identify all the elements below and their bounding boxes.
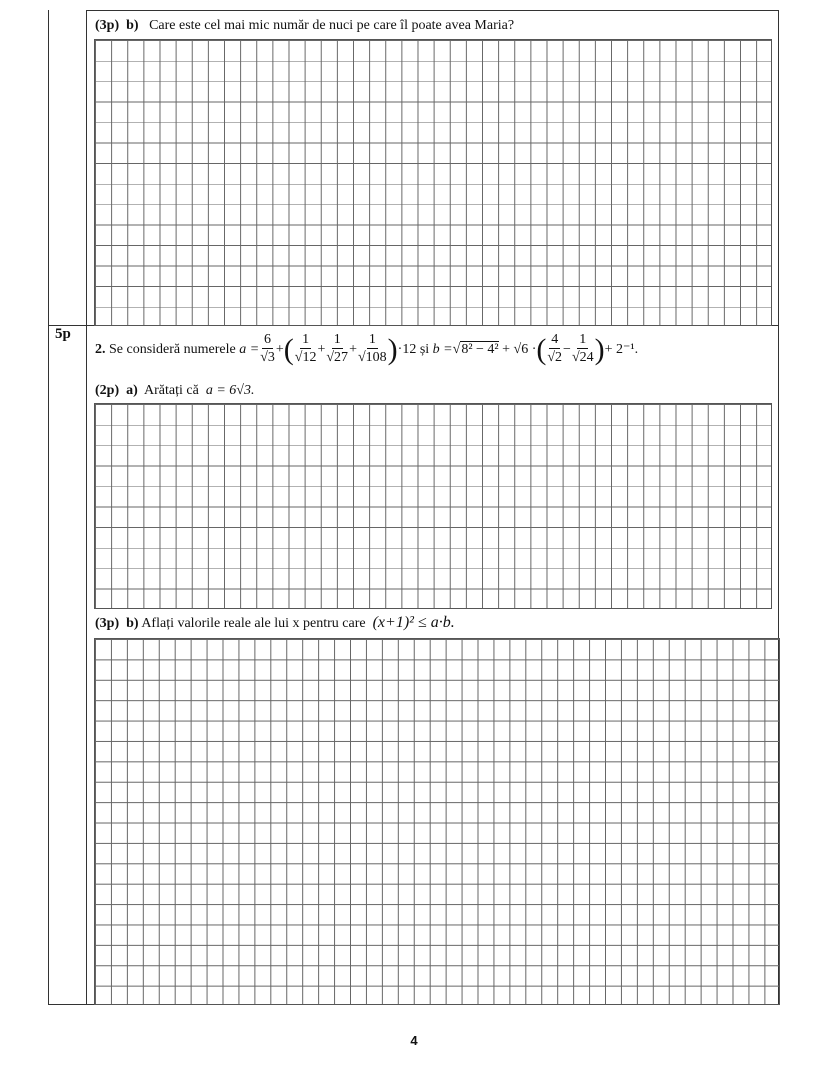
left-paren: ( [283, 332, 294, 366]
denominator: √27 [326, 350, 349, 365]
fraction [547, 332, 562, 367]
question-2b [95, 614, 455, 632]
question-text: Care este cel mai mic număr de nuci pe care îl poate avea Maria? [149, 18, 515, 33]
question-text: Arătați că [144, 383, 199, 398]
answer-grid-2b[interactable] [94, 638, 780, 1005]
problem-intro: Se consideră numerele [109, 341, 236, 357]
points-label: (2p) [95, 383, 120, 398]
a-lhs: a = [239, 341, 260, 357]
numerator: 1 [579, 332, 587, 347]
radicand: 8² − 4² [461, 342, 499, 357]
score-label: 5p [55, 326, 71, 342]
question-math: a = 6√3. [205, 383, 255, 398]
fraction [295, 332, 317, 367]
denominator: √2 [547, 350, 563, 365]
denominator: √12 [294, 350, 317, 365]
table-top-border [86, 10, 779, 11]
sqrt-sign: √ [452, 341, 461, 357]
multiplier: ·12 [397, 341, 417, 357]
points-label: (3p) [95, 616, 120, 631]
numerator: 6 [264, 332, 272, 347]
numerator: 1 [368, 332, 376, 347]
plus: + [275, 341, 284, 357]
left-paren: ( [536, 332, 547, 366]
problem-2-statement [95, 332, 638, 367]
denominator: √3 [260, 350, 275, 365]
b-lhs: b = [432, 341, 453, 357]
numerator: 4 [551, 332, 559, 347]
denominator: √108 [357, 350, 387, 365]
tail-term: + 2⁻¹. [604, 342, 639, 357]
problem-number: 2. [95, 341, 106, 357]
fraction [326, 332, 348, 367]
part-label: b) [126, 18, 139, 33]
fraction [260, 332, 275, 367]
question-2a [95, 383, 254, 399]
score-column-divider [86, 10, 87, 1005]
sqrt6-term: + √6 · [502, 341, 537, 357]
numerator: 1 [302, 332, 310, 347]
page-number: 4 [410, 1033, 418, 1048]
question-1b [95, 18, 514, 34]
fraction [358, 332, 387, 367]
part-label: a) [126, 383, 138, 398]
fraction [572, 332, 594, 367]
minus: − [563, 341, 571, 357]
denominator: √24 [571, 350, 594, 365]
right-paren: ) [594, 332, 605, 366]
plus: + [317, 341, 326, 357]
answer-grid-1b[interactable] [94, 39, 772, 326]
part-label: b) [126, 616, 139, 631]
points-label: (3p) [95, 18, 120, 33]
answer-grid-2a[interactable] [94, 403, 772, 609]
question-text: Aflați valorile reale ale lui x pentru care [141, 616, 366, 631]
conjunction: și [419, 341, 430, 357]
question-math: (x+1)² ≤ a·b. [372, 614, 455, 631]
plus: + [349, 341, 357, 357]
right-paren: ) [387, 332, 398, 366]
numerator: 1 [333, 332, 341, 347]
